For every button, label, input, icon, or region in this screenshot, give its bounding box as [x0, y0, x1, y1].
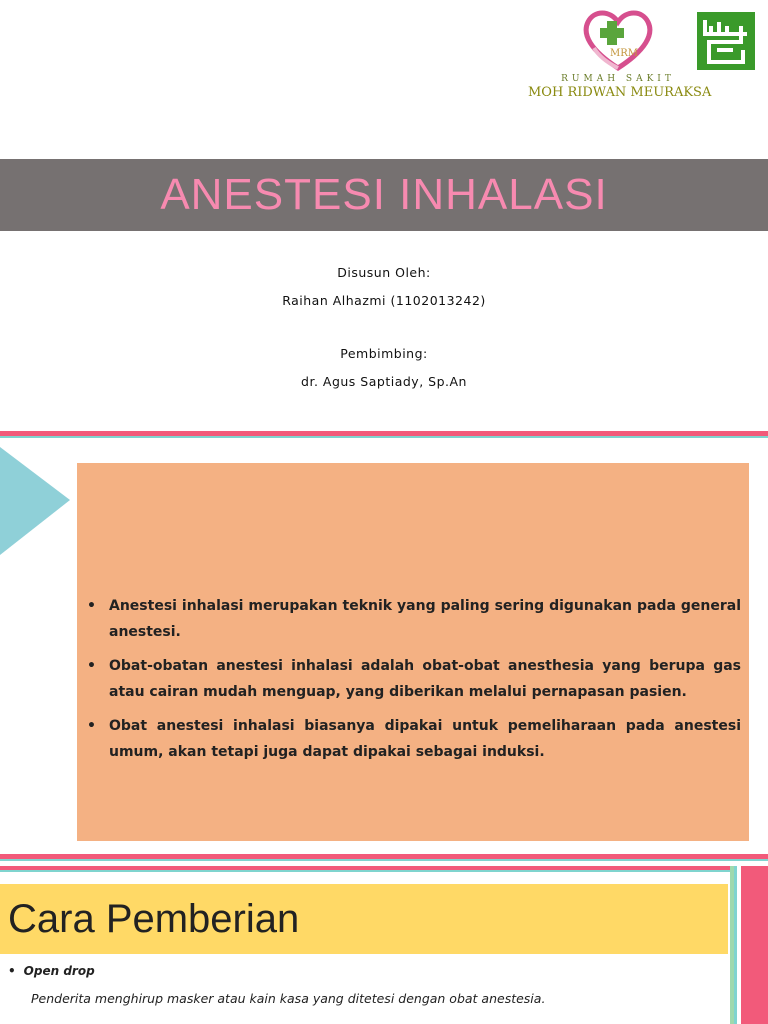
author-label: Disusun Oleh: — [337, 265, 431, 280]
title-band — [0, 884, 728, 954]
bullet-text: Anestesi inhalasi merupakan teknik yang paling sering digunakan pada general anestesi. — [109, 598, 741, 640]
list-item: • Obat anestesi inhalasi biasanya dipakai untuk pemeliharaan pada anestesi umum, akan tetapi juga dapat dipakai sebagai induksi. — [87, 718, 741, 760]
hospital-logo — [528, 8, 712, 103]
hospital-logo-small-text: RUMAH SAKIT — [561, 74, 675, 84]
heart-cross-logo-icon — [580, 8, 656, 74]
bullet-item: • Open drop — [8, 964, 95, 978]
hospital-logo-name: MOH RIDWAN MEURAKSA — [528, 85, 712, 100]
list-item: • Anestesi inhalasi merupakan teknik yang paling sering digunakan pada general anestesi. — [87, 598, 741, 640]
slide-title: Cara Pemberian — [8, 897, 300, 941]
teal-stripe — [0, 859, 768, 861]
content-slide — [0, 445, 768, 863]
list-item: • Obat-obatan anestesi inhalasi adalah obat-obat anesthesia yang berupa gas atau cairan mudah menguap, yang diberikan melalui pernapasan pasien. — [87, 658, 741, 700]
slide-bottom-border — [0, 854, 768, 863]
supervisor-name: dr. Agus Saptiady, Sp.An — [301, 374, 467, 389]
bullet-text: Obat-obatan anestesi inhalasi adalah obat-obat anesthesia yang berupa gas atau cairan mudah menguap, yang diberikan melalui pernapasan pasien. — [109, 658, 741, 700]
teal-stripe — [0, 436, 768, 438]
supervisor-label: Pembimbing: — [340, 346, 428, 361]
bullet-text: Obat anestesi inhalasi biasanya dipakai untuk pemeliharaan pada anestesi umum, akan tetapi juga dapat dipakai sebagai induksi. — [109, 718, 741, 760]
content-box — [77, 463, 749, 841]
author-name: Raihan Alhazmi (1102013242) — [282, 293, 486, 308]
side-stripe-pink — [741, 866, 768, 1024]
arrow-triangle-icon — [0, 445, 72, 557]
slide-title: ANESTESI INHALASI — [160, 170, 608, 219]
title-band — [0, 159, 768, 231]
teal-stripe — [0, 870, 768, 872]
title-slide — [0, 0, 768, 440]
bullet-text: Open drop — [23, 964, 95, 978]
bullet-list — [85, 593, 741, 773]
bullet-description: Penderita menghirup masker atau kain kasa yang ditetesi dengan obat anestesia. — [31, 991, 546, 1006]
green-calligraphy-logo-icon — [697, 12, 755, 70]
slide-bottom-border — [0, 431, 768, 440]
svg-text:MRM: MRM — [610, 48, 639, 59]
method-slide — [0, 866, 768, 1024]
